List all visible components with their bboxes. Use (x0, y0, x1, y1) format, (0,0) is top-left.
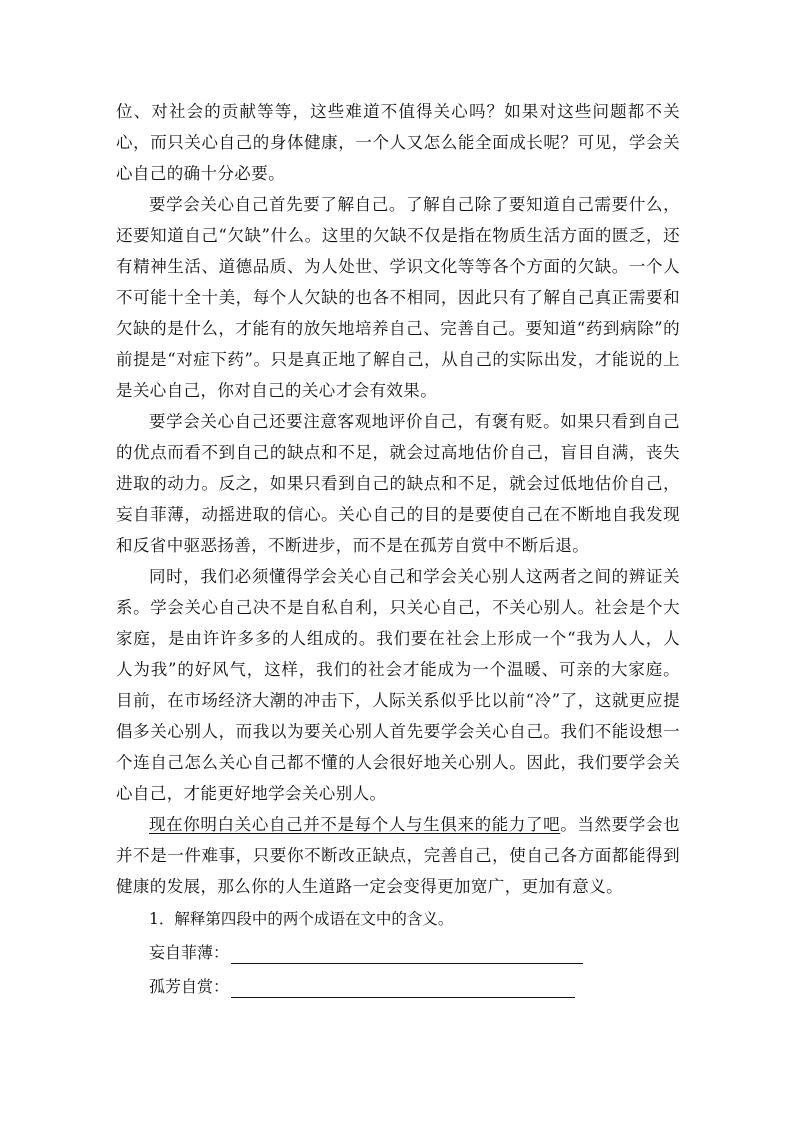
paragraph-5 (116, 809, 680, 902)
paragraph-3: 要学会关心自己还要注意客观地评价自己，有褒有贬。如果只看到自己的优点而看不到自己的缺点和不足，就会过高地估价自己，盲目自满，丧失进取的动力。反之，如果只看到自己的缺点和不足，就会过低地估价自己，妄自菲薄，动摇进取的信心。关心自己的目的是要使自己在不断地自我发现和反省中驱恶扬善，不断进步，而不是在孤芳自赏中不断后退。 (116, 412, 680, 555)
paragraph-5-rest: 。当然要学会也并不是一件难事，只要你不断改正缺点，完善自己，使自己各方面都能得到健康的发展，那么你的人生道路一定会变得更加宽广，更加有意义。 (116, 815, 680, 896)
answer-label-2: 孤芳自赏： (149, 977, 230, 996)
answer-label-1: 妄自菲薄： (149, 943, 230, 962)
underlined-sentence: 现在你明白关心自己并不是每个人与生俱来的能力了吧 (149, 815, 561, 834)
document-page (116, 96, 680, 1004)
answer-row-2 (116, 970, 680, 1004)
paragraph-4: 同时，我们必须懂得学会关心自己和学会关心别人这两者之间的辨证关系。学会关心自己决不是自私自利，只关心自己，不关心别人。社会是个大家庭，是由许许多多的人组成的。我们要在社会上形成一个“我为人人，人人为我”的好风气，这样，我们的社会才能成为一个温暖、可亲的大家庭。目前，在市场经济大潮的冲击下，人际关系似乎比以前“冷”了，这就更应提倡多关心别人，而我以为要关心别人首先要学会关心自己。我们不能设想一个连自己怎么关心自己都不懂的人会很好地关心别人。因此，我们要学会关心自己，才能更好地学会关心别人。 (116, 567, 680, 803)
paragraph-1: 位、对社会的贡献等等，这些难道不值得关心吗？如果对这些问题都不关心，而只关心自己的身体健康，一个人又怎么能全面成长呢？可见，学会关心自己的确十分必要。 (116, 102, 680, 183)
question-1: 1．解释第四段中的两个成语在文中的含义。 (149, 910, 454, 928)
answer-blank-1[interactable] (231, 941, 583, 964)
answer-blank-2[interactable] (231, 975, 575, 998)
answer-row-1 (116, 936, 680, 970)
paragraph-2: 要学会关心自己首先要了解自己。了解自己除了要知道自己需要什么，还要知道自己“欠缺”什么。这里的欠缺不仅是指在物质生活方面的匮乏，还有精神生活、道德品质、为人处世、学识文化等等各个方面的欠缺。一个人不可能十全十美，每个人欠缺的也各不相同，因此只有了解自己真正需要和欠缺的是什么，才能有的放矢地培养自己、完善自己。要知道“药到病除”的前提是“对症下药”。只是真正地了解自己，从自己的实际出发，才能说的上是关心自己，你对自己的关心才会有效果。 (116, 195, 680, 400)
